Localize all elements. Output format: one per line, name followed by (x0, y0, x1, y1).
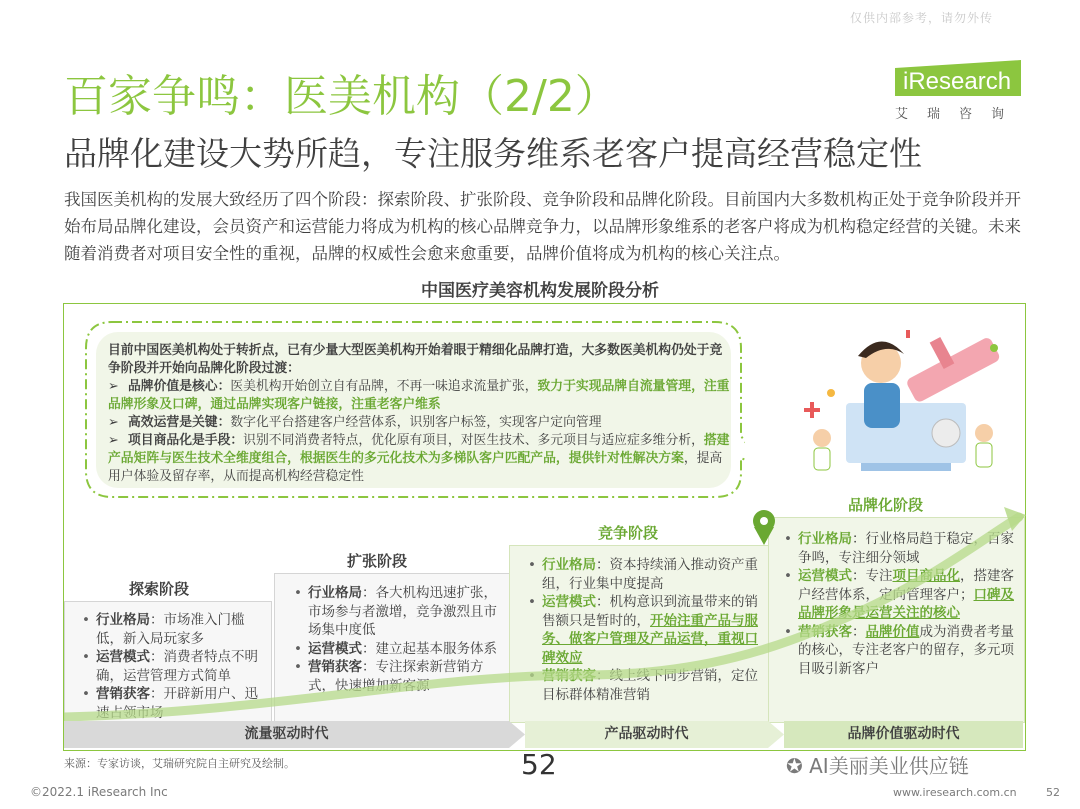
stage-label-explore: 探索阶段 (129, 580, 190, 598)
logo-text: iResearch (903, 68, 1012, 95)
stage-text-brand (782, 530, 1020, 678)
page-number-large: 52 (521, 748, 557, 781)
era-label-traffic: 流量驱动时代 (244, 726, 329, 742)
stage-text-compete (526, 556, 764, 704)
stage-brand-item: • 运营模式：专注项目商品化，搭建客户经营体系，定向管理客户；口碑及品牌形象是运营关注的核心 (782, 567, 1020, 623)
era-chevron (768, 721, 784, 748)
callout-item-brand-value: ➢ 品牌价值是核心：医美机构开始创立自有品牌，不再一味追求流量扩张，致力于实现品牌自流量管理，注重品牌形象及口碑，通过品牌实现客户链接，注重老客户维系 (108, 379, 730, 412)
stage-compete-item: • 运营模式：机构意识到流量带来的销售额只是暂时的，开始注重产品与服务、做客户管理及产品运营，重视口碑效应 (526, 593, 764, 667)
stage-brand-item: • 营销获客：品牌价值成为消费者考量的核心，专注老客户的留存，多元项目吸引新客户 (782, 623, 1020, 679)
stage-explore-item: • 营销获客：开辟新用户、迅速占领市场 (80, 685, 268, 722)
stage-explore-item: • 运营模式：消费者特点不明确，运营管理方式简单 (80, 648, 268, 685)
stage-text-explore (80, 611, 268, 722)
copyright: ©2022.1 iResearch Inc (30, 785, 168, 799)
stage-text-expand (292, 584, 504, 695)
stage-compete-item: • 行业格局：资本持续涌入推动资产重组，行业集中度提高 (526, 556, 764, 593)
stage-brand-item: • 行业格局：行业格局趋于稳定，百家争鸣，专注细分领域 (782, 530, 1020, 567)
callout-text (108, 342, 732, 486)
website-url[interactable]: www.iresearch.com.cn (893, 786, 1017, 799)
stage-expand-item: • 营销获客：专注探索新营销方式，快速增加新客源 (292, 658, 504, 695)
page-subtitle: 品牌化建设大势所趋，专注服务维系老客户提高经营稳定性 (64, 134, 922, 173)
arrow-bullet-icon: ➢ (108, 379, 119, 394)
stage-label-brand: 品牌化阶段 (848, 496, 924, 514)
page-number: 52 (1046, 786, 1060, 799)
arrow-bullet-icon: ➢ (108, 433, 119, 448)
callout-item-productization: ➢ 项目商品化是手段：识别不同消费者特点，优化原有项目，对医生技术、多元项目与适应症多维分析，搭建产品矩阵与医生技术全维度组合，根据医生的多元化技术为多梯队客户匹配产品，提供针对性解决方案，提高用户体验及留存率，从而提高机构经营稳定性 (108, 433, 730, 484)
wechat-watermark: ✪ AI美丽美业供应链 (786, 754, 969, 778)
callout-lead: 目前中国医美机构处于转折点，已有少量大型医美机构开始着眼于精细化品牌打造，大多数医美机构仍处于竞争阶段并开始向品牌化阶段过渡： (108, 343, 723, 376)
stage-label-compete: 竞争阶段 (598, 524, 659, 542)
confidential-watermark: 仅供内部参考，请勿外传 (850, 11, 994, 25)
era-bar-brand (784, 721, 1023, 748)
intro-paragraph: 我国医美机构的发展大致经历了四个阶段：探索阶段、扩张阶段、竞争阶段和品牌化阶段。目前国内大多数机构正处于竞争阶段并开始布局品牌化建设，会员资产和运营能力将成为机构的核心品牌竞争力，以品牌形象维系的老客户将成为机构稳定经营的关键。未来随着消费者对项目安全性的重视，品牌的权威性会愈来愈重要，品牌价值将成为机构的核心关注点。 (64, 190, 1021, 263)
era-label-brand: 品牌价值驱动时代 (847, 726, 960, 742)
era-chevron (509, 721, 525, 748)
wechat-icon: ✪ (786, 754, 803, 778)
stage-explore-item: • 行业格局：市场准入门槛低，新入局玩家多 (80, 611, 268, 648)
medical-staff-illustration (786, 328, 1021, 478)
stage-expand-item: • 行业格局：各大机构迅速扩张，市场参与者激增，竞争激烈且市场集中度低 (292, 584, 504, 640)
page-title: 百家争鸣：医美机构（2/2） (64, 71, 619, 122)
iresearch-logo (893, 58, 1023, 98)
diagram-title: 中国医疗美容机构发展阶段分析 (421, 281, 659, 301)
era-bar-traffic (64, 721, 509, 748)
arrow-bullet-icon: ➢ (108, 415, 119, 430)
stage-label-expand: 扩张阶段 (347, 552, 408, 570)
callout-item-operations: ➢ 高效运营是关键：数字化平台搭建客户经营体系，识别客户标签，实现客户定向管理 (108, 415, 602, 430)
era-label-product: 产品驱动时代 (604, 726, 689, 742)
logo-subtitle: 艾瑞咨询 (895, 107, 1024, 122)
stage-compete-item: • 营销获客：线上线下同步营销，定位目标群体精准营销 (526, 667, 764, 704)
era-bar-product (525, 721, 768, 748)
stage-expand-item: • 运营模式：建立起基本服务体系 (292, 640, 504, 659)
source-note: 来源：专家访谈，艾瑞研究院自主研究及绘制。 (64, 757, 295, 770)
